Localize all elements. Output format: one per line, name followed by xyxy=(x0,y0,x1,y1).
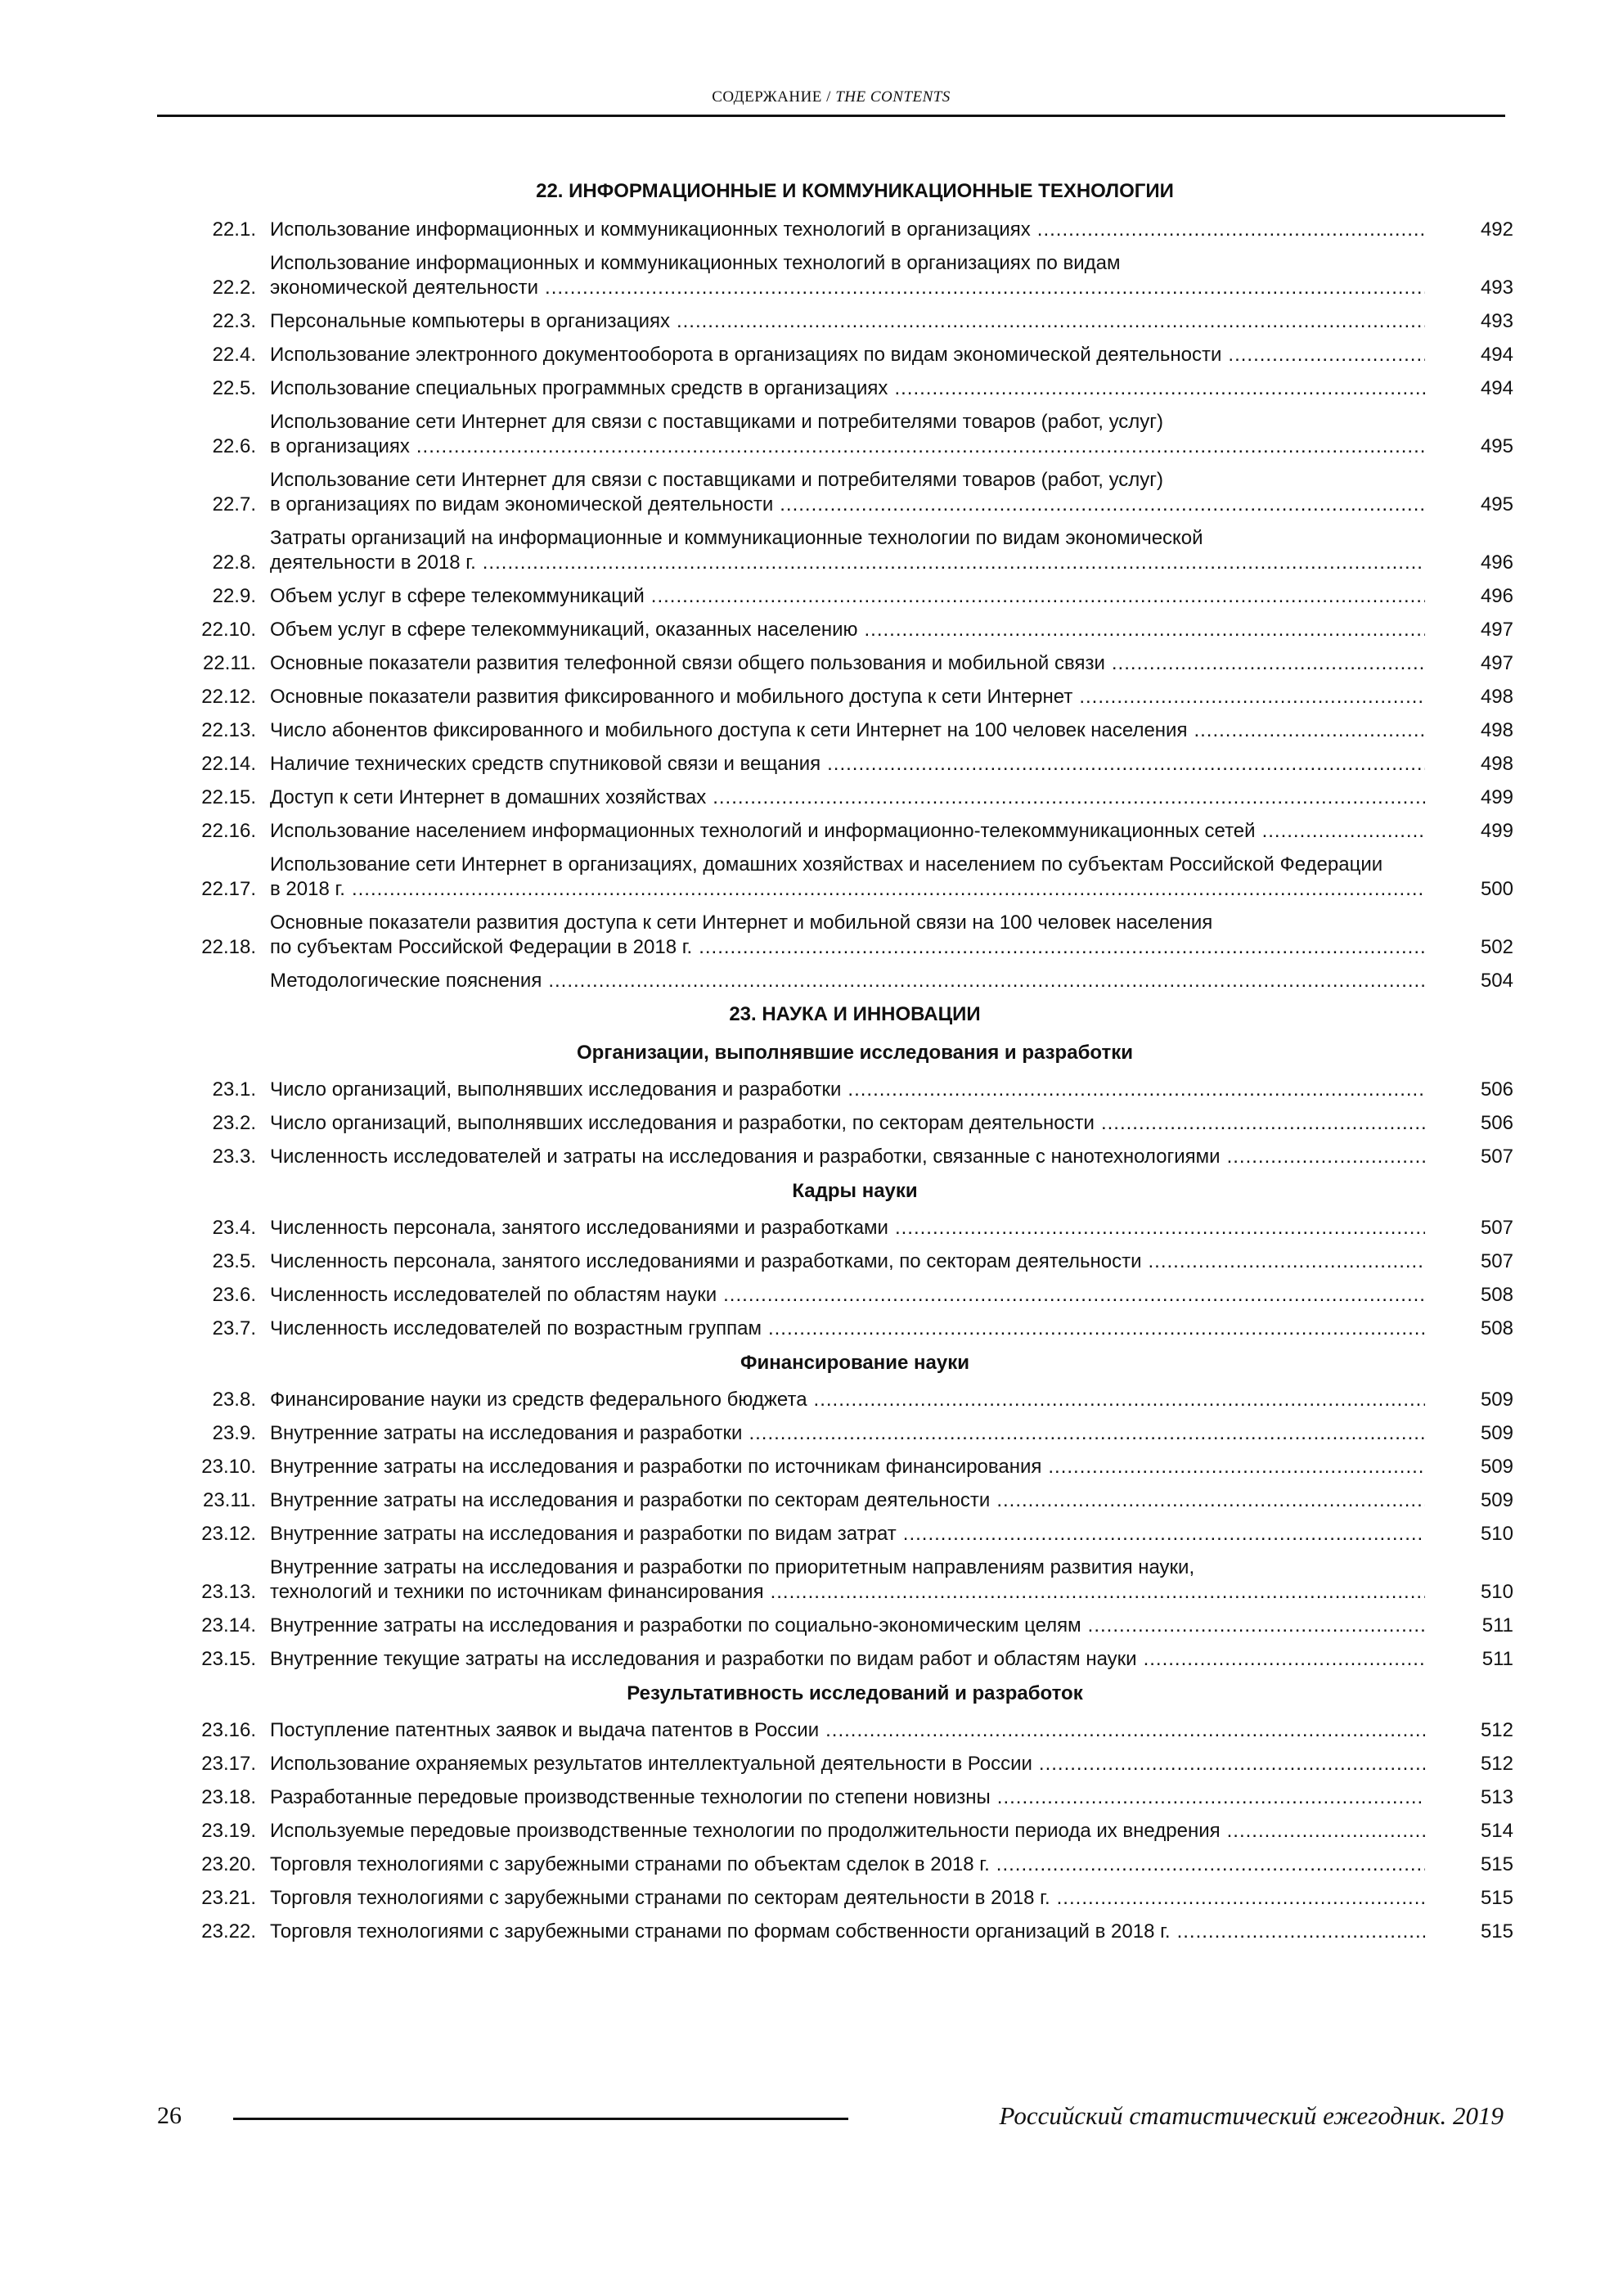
entry-text xyxy=(270,1522,1425,1546)
entry-number: 23.16. xyxy=(201,1719,256,1741)
subsection-title: Организации, выполнявшие исследования и разработки xyxy=(577,1042,1133,1064)
dot-leader xyxy=(651,584,1425,609)
dot-leader xyxy=(768,1317,1425,1341)
entry-number: 22.1. xyxy=(212,218,256,241)
entry-page-number: 506 xyxy=(1480,1078,1513,1101)
entry-text xyxy=(270,376,1425,401)
toc-entry[interactable] xyxy=(172,1388,1513,1412)
entry-text xyxy=(270,853,1425,902)
toc-entry[interactable] xyxy=(172,468,1513,517)
entry-page-number: 495 xyxy=(1480,435,1513,457)
toc-entry[interactable] xyxy=(172,969,1513,993)
dot-leader xyxy=(1101,1111,1425,1136)
entry-page-number: 494 xyxy=(1480,377,1513,399)
running-header xyxy=(157,88,1505,106)
entry-title: Торговля технологиями с зарубежными странами по формам собственности организаций в 2018 г. xyxy=(270,1920,1171,1943)
entry-title: Методологические пояснения xyxy=(270,970,542,992)
dot-leader xyxy=(713,786,1425,810)
dot-leader xyxy=(996,1853,1425,1877)
entry-number: 22.10. xyxy=(201,619,256,641)
entry-text xyxy=(270,685,1425,709)
entry-number: 22.18. xyxy=(201,936,256,958)
entry-title: в организациях по видам экономической деятельности xyxy=(270,493,774,515)
toc-entry[interactable] xyxy=(172,911,1513,960)
toc-entry[interactable] xyxy=(172,1920,1513,1944)
entry-page-number: 506 xyxy=(1480,1112,1513,1134)
toc-entry[interactable] xyxy=(172,1317,1513,1341)
entry-title-line: Затраты организаций на информационные и коммуникационные технологии по видам экономической xyxy=(270,527,1203,549)
entry-page-number: 500 xyxy=(1480,878,1513,900)
toc-entry[interactable] xyxy=(172,853,1513,902)
entry-text xyxy=(270,1647,1425,1672)
entry-page-number: 496 xyxy=(1480,551,1513,574)
entry-text xyxy=(270,819,1425,844)
entry-title: Внутренние затраты на исследования и разработки по секторам деятельности xyxy=(270,1489,991,1511)
toc-entry[interactable] xyxy=(172,1819,1513,1844)
dot-leader xyxy=(545,276,1425,300)
entry-page-number: 511 xyxy=(1481,1614,1513,1636)
dot-leader xyxy=(847,1078,1425,1102)
toc-entry[interactable] xyxy=(172,651,1513,676)
toc-entry[interactable] xyxy=(172,1145,1513,1169)
toc-entry[interactable] xyxy=(172,1555,1513,1605)
entry-number: 23.9. xyxy=(212,1422,256,1444)
entry-number: 23.19. xyxy=(201,1820,256,1842)
entry-page-number: 513 xyxy=(1480,1786,1513,1808)
toc-entry[interactable] xyxy=(172,218,1513,242)
entry-text xyxy=(270,343,1425,367)
entry-text xyxy=(270,468,1425,517)
entry-number: 22.7. xyxy=(212,493,256,515)
entry-title: Использование электронного документооборота в организациях по видам экономической деятельности xyxy=(270,344,1222,366)
entry-number: 23.6. xyxy=(212,1284,256,1306)
dot-leader xyxy=(1088,1614,1425,1638)
entry-page-number: 502 xyxy=(1480,936,1513,958)
entry-page-number: 512 xyxy=(1480,1753,1513,1775)
entry-number: 23.13. xyxy=(201,1581,256,1603)
entry-page-number: 509 xyxy=(1480,1422,1513,1444)
entry-text xyxy=(270,410,1425,459)
entry-title: Использование специальных программных средств в организациях xyxy=(270,377,888,399)
entry-page-number: 493 xyxy=(1480,310,1513,332)
entry-page-number: 510 xyxy=(1480,1581,1513,1603)
entry-title: Численность персонала, занятого исследованиями и разработками, по секторам деятельности xyxy=(270,1250,1142,1272)
table-of-contents xyxy=(172,170,1513,1953)
toc-entry[interactable] xyxy=(172,1283,1513,1308)
entry-page-number: 509 xyxy=(1480,1389,1513,1411)
toc-entry[interactable] xyxy=(172,1718,1513,1743)
entry-page-number: 495 xyxy=(1480,493,1513,515)
dot-leader xyxy=(1227,1145,1425,1169)
entry-title: Использование информационных и коммуникационных технологий в организациях xyxy=(270,218,1031,241)
toc-entry[interactable] xyxy=(172,1886,1513,1911)
entry-text xyxy=(270,218,1425,242)
toc-entry[interactable] xyxy=(172,1111,1513,1136)
toc-entry[interactable] xyxy=(172,343,1513,367)
entry-number: 22.17. xyxy=(201,878,256,900)
entry-page-number: 512 xyxy=(1480,1719,1513,1741)
toc-entry[interactable] xyxy=(172,1455,1513,1479)
entry-text xyxy=(270,1388,1425,1412)
toc-entry[interactable] xyxy=(172,1752,1513,1776)
entry-number: 23.7. xyxy=(212,1317,256,1339)
entry-number: 22.11. xyxy=(203,652,256,674)
entry-text xyxy=(270,1283,1425,1308)
header-text: СОДЕРЖАНИЕ / xyxy=(712,88,836,106)
entry-page-number: 498 xyxy=(1480,719,1513,741)
entry-page-number: 508 xyxy=(1480,1317,1513,1339)
entry-title: Число абонентов фиксированного и мобильного доступа к сети Интернет на 100 человек населения xyxy=(270,719,1188,741)
entry-title-line: Использование информационных и коммуникационных технологий в организациях по видам xyxy=(270,252,1121,274)
toc-entry[interactable] xyxy=(172,584,1513,609)
dot-leader xyxy=(771,1580,1425,1605)
entry-text xyxy=(270,651,1425,676)
entry-number: 23.11. xyxy=(203,1489,256,1511)
entry-text xyxy=(270,1752,1425,1776)
entry-text xyxy=(270,718,1425,743)
dot-leader xyxy=(1177,1920,1425,1944)
entry-page-number: 511 xyxy=(1481,1648,1513,1670)
toc-entry[interactable] xyxy=(172,752,1513,777)
entry-page-number: 508 xyxy=(1480,1284,1513,1306)
toc-entry[interactable] xyxy=(172,1785,1513,1810)
entry-title: Основные показатели развития фиксированного и мобильного доступа к сети Интернет xyxy=(270,686,1073,708)
section-title: 22. ИНФОРМАЦИОННЫЕ И КОММУНИКАЦИОННЫЕ ТЕХНОЛОГИИ xyxy=(536,180,1174,202)
entry-text xyxy=(270,1555,1425,1605)
entry-number: 23.5. xyxy=(212,1250,256,1272)
entry-title: Внутренние затраты на исследования и разработки по видам затрат xyxy=(270,1523,897,1545)
entry-page-number: 514 xyxy=(1480,1820,1513,1842)
dot-leader xyxy=(1057,1886,1425,1911)
toc-entry[interactable] xyxy=(172,1216,1513,1240)
dot-leader xyxy=(749,1421,1425,1446)
toc-entry[interactable] xyxy=(172,1647,1513,1672)
entry-text xyxy=(270,1455,1425,1479)
entry-page-number: 510 xyxy=(1480,1523,1513,1545)
entry-text xyxy=(270,251,1425,300)
entry-title: Число организаций, выполнявших исследования и разработки, по секторам деятельности xyxy=(270,1112,1095,1134)
subsection-title: Результативность исследований и разработок xyxy=(627,1682,1083,1704)
entry-text xyxy=(270,969,1425,993)
toc-entry[interactable] xyxy=(172,1249,1513,1274)
entry-title: Внутренние текущие затраты на исследования и разработки по видам работ и областям науки xyxy=(270,1648,1137,1670)
entry-text xyxy=(270,1145,1425,1169)
entry-text xyxy=(270,309,1425,334)
dot-leader xyxy=(416,434,1425,459)
entry-number: 23.4. xyxy=(212,1217,256,1239)
toc-entry[interactable] xyxy=(172,376,1513,401)
entry-page-number: 515 xyxy=(1480,1920,1513,1943)
section-title: 23. НАУКА И ИННОВАЦИИ xyxy=(729,1003,981,1025)
entry-title-line: Внутренние затраты на исследования и разработки по приоритетным направлениям развития науки, xyxy=(270,1556,1195,1578)
entry-number: 23.8. xyxy=(212,1389,256,1411)
entry-title: Численность персонала, занятого исследованиями и разработками xyxy=(270,1217,888,1239)
entry-title: деятельности в 2018 г. xyxy=(270,551,476,574)
entry-number: 22.3. xyxy=(212,310,256,332)
entry-title: Доступ к сети Интернет в домашних хозяйствах xyxy=(270,786,707,808)
toc-entry[interactable] xyxy=(172,1078,1513,1102)
toc-entry[interactable] xyxy=(172,1853,1513,1877)
dot-leader xyxy=(827,752,1425,777)
entry-number: 23.14. xyxy=(201,1614,256,1636)
entry-text xyxy=(270,1853,1425,1877)
entry-number: 23.10. xyxy=(201,1456,256,1478)
entry-text xyxy=(270,1718,1425,1743)
entry-page-number: 498 xyxy=(1480,753,1513,775)
entry-number: 23.18. xyxy=(201,1786,256,1808)
entry-text xyxy=(270,1785,1425,1810)
entry-text xyxy=(270,752,1425,777)
entry-page-number: 492 xyxy=(1480,218,1513,241)
dot-leader xyxy=(1227,1819,1425,1844)
dot-leader xyxy=(723,1283,1425,1308)
dot-leader xyxy=(352,877,1425,902)
entry-page-number: 493 xyxy=(1480,277,1513,299)
dot-leader xyxy=(548,969,1425,993)
entry-title: Объем услуг в сфере телекоммуникаций, оказанных населению xyxy=(270,619,858,641)
entry-page-number: 494 xyxy=(1480,344,1513,366)
dot-leader xyxy=(483,551,1425,575)
entry-title: Объем услуг в сфере телекоммуникаций xyxy=(270,585,645,607)
dot-leader xyxy=(895,1216,1425,1240)
entry-number: 22.8. xyxy=(212,551,256,574)
entry-number: 22.2. xyxy=(212,277,256,299)
entry-number: 23.15. xyxy=(201,1648,256,1670)
toc-entry[interactable] xyxy=(172,786,1513,810)
entry-text xyxy=(270,1078,1425,1102)
entry-number: 22.13. xyxy=(201,719,256,741)
entry-title: Персональные компьютеры в организациях xyxy=(270,310,670,332)
entry-page-number: 499 xyxy=(1480,820,1513,842)
entry-number: 23.17. xyxy=(201,1753,256,1775)
dot-leader xyxy=(1194,718,1425,743)
entry-title: Численность исследователей по возрастным группам xyxy=(270,1317,762,1339)
entry-text xyxy=(270,1819,1425,1844)
entry-text xyxy=(270,786,1425,810)
dot-leader xyxy=(1048,1455,1425,1479)
entry-title: Используемые передовые производственные технологии по продолжительности периода их внедрения xyxy=(270,1820,1221,1842)
toc-entry[interactable] xyxy=(172,718,1513,743)
entry-title: технологий и техники по источникам финансирования xyxy=(270,1581,764,1603)
entry-title: Наличие технических средств спутниковой связи и вещания xyxy=(270,753,821,775)
subsection-title: Кадры науки xyxy=(792,1180,918,1202)
entry-text xyxy=(270,1614,1425,1638)
entry-text xyxy=(270,1886,1425,1911)
entry-text xyxy=(270,1249,1425,1274)
toc-entry[interactable] xyxy=(172,1522,1513,1546)
entry-page-number: 515 xyxy=(1480,1887,1513,1909)
entry-number: 22.14. xyxy=(201,753,256,775)
entry-page-number: 499 xyxy=(1480,786,1513,808)
entry-page-number: 507 xyxy=(1480,1146,1513,1168)
entry-title: по субъектам Российской Федерации в 2018 г. xyxy=(270,936,693,958)
entry-page-number: 497 xyxy=(1480,652,1513,674)
dot-leader xyxy=(825,1718,1425,1743)
entry-text xyxy=(270,618,1425,642)
entry-number: 22.6. xyxy=(212,435,256,457)
entry-title: Основные показатели развития телефонной связи общего пользования и мобильной связи xyxy=(270,652,1105,674)
entry-page-number: 496 xyxy=(1480,585,1513,607)
entry-title: Использование охраняемых результатов интеллектуальной деятельности в России xyxy=(270,1753,1032,1775)
dot-leader xyxy=(780,493,1425,517)
entry-number: 22.12. xyxy=(201,686,256,708)
dot-leader xyxy=(894,376,1425,401)
entry-title: Численность исследователей по областям науки xyxy=(270,1284,717,1306)
entry-number: 22.9. xyxy=(212,585,256,607)
entry-page-number: 509 xyxy=(1480,1489,1513,1511)
entry-title-line: Основные показатели развития доступа к сети Интернет и мобильной связи на 100 человек населения xyxy=(270,912,1213,934)
entry-number: 23.3. xyxy=(212,1146,256,1168)
subsection-title: Финансирование науки xyxy=(740,1352,969,1374)
entry-title: Число организаций, выполнявших исследования и разработки xyxy=(270,1078,842,1101)
footer-rule xyxy=(233,2118,848,2120)
toc-entry[interactable] xyxy=(172,1421,1513,1446)
entry-number: 22.16. xyxy=(201,820,256,842)
entry-text xyxy=(270,526,1425,575)
toc-entry[interactable] xyxy=(172,819,1513,844)
header-rule xyxy=(157,115,1505,117)
entry-title: Внутренние затраты на исследования и разработки xyxy=(270,1422,743,1444)
dot-leader xyxy=(1037,218,1425,242)
entry-title: Финансирование науки из средств федерального бюджета xyxy=(270,1389,807,1411)
entry-title: Использование населением информационных технологий и информационно-телекоммуникационных сетей xyxy=(270,820,1256,842)
entry-number: 23.2. xyxy=(212,1112,256,1134)
toc-entry[interactable] xyxy=(172,309,1513,334)
entry-page-number: 497 xyxy=(1480,619,1513,641)
entry-page-number: 498 xyxy=(1480,686,1513,708)
entry-page-number: 504 xyxy=(1480,970,1513,992)
entry-page-number: 507 xyxy=(1480,1217,1513,1239)
toc-entry[interactable] xyxy=(172,685,1513,709)
dot-leader xyxy=(1149,1249,1426,1274)
entry-title: Внутренние затраты на исследования и разработки по источникам финансирования xyxy=(270,1456,1042,1478)
entry-title: Разработанные передовые производственные технологии по степени новизны xyxy=(270,1786,991,1808)
entry-title: Торговля технологиями с зарубежными странами по секторам деятельности в 2018 г. xyxy=(270,1887,1050,1909)
dot-leader xyxy=(865,618,1426,642)
dot-leader xyxy=(1144,1647,1425,1672)
toc-entry[interactable] xyxy=(172,1488,1513,1513)
entry-title: в 2018 г. xyxy=(270,878,345,900)
entry-text xyxy=(270,1920,1425,1944)
entry-number: 22.15. xyxy=(201,786,256,808)
entry-text xyxy=(270,1488,1425,1513)
entry-number: 23.20. xyxy=(201,1853,256,1875)
dot-leader xyxy=(1039,1752,1425,1776)
publication-title: Российский статистический ежегодник. 2019 xyxy=(999,2101,1504,2130)
dot-leader xyxy=(699,935,1425,960)
toc-entry[interactable] xyxy=(172,1614,1513,1638)
entry-page-number: 509 xyxy=(1480,1456,1513,1478)
entry-title: Поступление патентных заявок и выдача патентов в России xyxy=(270,1719,820,1741)
entry-title-line: Использование сети Интернет для связи с поставщиками и потребителями товаров (работ, услуг) xyxy=(270,469,1164,491)
toc-entry[interactable] xyxy=(172,251,1513,300)
dot-leader xyxy=(1112,651,1425,676)
dot-leader xyxy=(1262,819,1425,844)
entry-title-line: Использование сети Интернет для связи с поставщиками и потребителями товаров (работ, услуг) xyxy=(270,411,1164,433)
entry-text xyxy=(270,911,1425,960)
entry-text xyxy=(270,1216,1425,1240)
entry-page-number: 507 xyxy=(1480,1250,1513,1272)
entry-number: 23.1. xyxy=(212,1078,256,1101)
page-number: 26 xyxy=(157,2102,182,2129)
entry-title: Торговля технологиями с зарубежными странами по объектам сделок в 2018 г. xyxy=(270,1853,990,1875)
entry-title: экономической деятельности xyxy=(270,277,539,299)
dot-leader xyxy=(996,1488,1425,1513)
entry-text xyxy=(270,584,1425,609)
dot-leader xyxy=(903,1522,1425,1546)
dot-leader xyxy=(997,1785,1425,1810)
entry-number: 22.5. xyxy=(212,377,256,399)
entry-text xyxy=(270,1317,1425,1341)
entry-number: 23.21. xyxy=(201,1887,256,1909)
entry-text xyxy=(270,1111,1425,1136)
entry-page-number: 515 xyxy=(1480,1853,1513,1875)
toc-entry[interactable] xyxy=(172,618,1513,642)
entry-title: Внутренние затраты на исследования и разработки по социально-экономическим целям xyxy=(270,1614,1081,1636)
entry-number: 23.22. xyxy=(201,1920,256,1943)
entry-number: 22.4. xyxy=(212,344,256,366)
toc-entry[interactable] xyxy=(172,526,1513,575)
entry-title-line: Использование сети Интернет в организациях, домашних хозяйствах и населением по субъектам Российской Федерации xyxy=(270,853,1383,876)
entry-number: 23.12. xyxy=(201,1523,256,1545)
dot-leader xyxy=(677,309,1425,334)
dot-leader xyxy=(814,1388,1425,1412)
header-text-english: THE CONTENTS xyxy=(835,88,951,106)
entry-text xyxy=(270,1421,1425,1446)
dot-leader xyxy=(1228,343,1425,367)
toc-entry[interactable] xyxy=(172,410,1513,459)
entry-title: в организациях xyxy=(270,435,410,457)
entry-title: Численность исследователей и затраты на исследования и разработки, связанные с нанотехнологиями xyxy=(270,1146,1221,1168)
dot-leader xyxy=(1079,685,1425,709)
